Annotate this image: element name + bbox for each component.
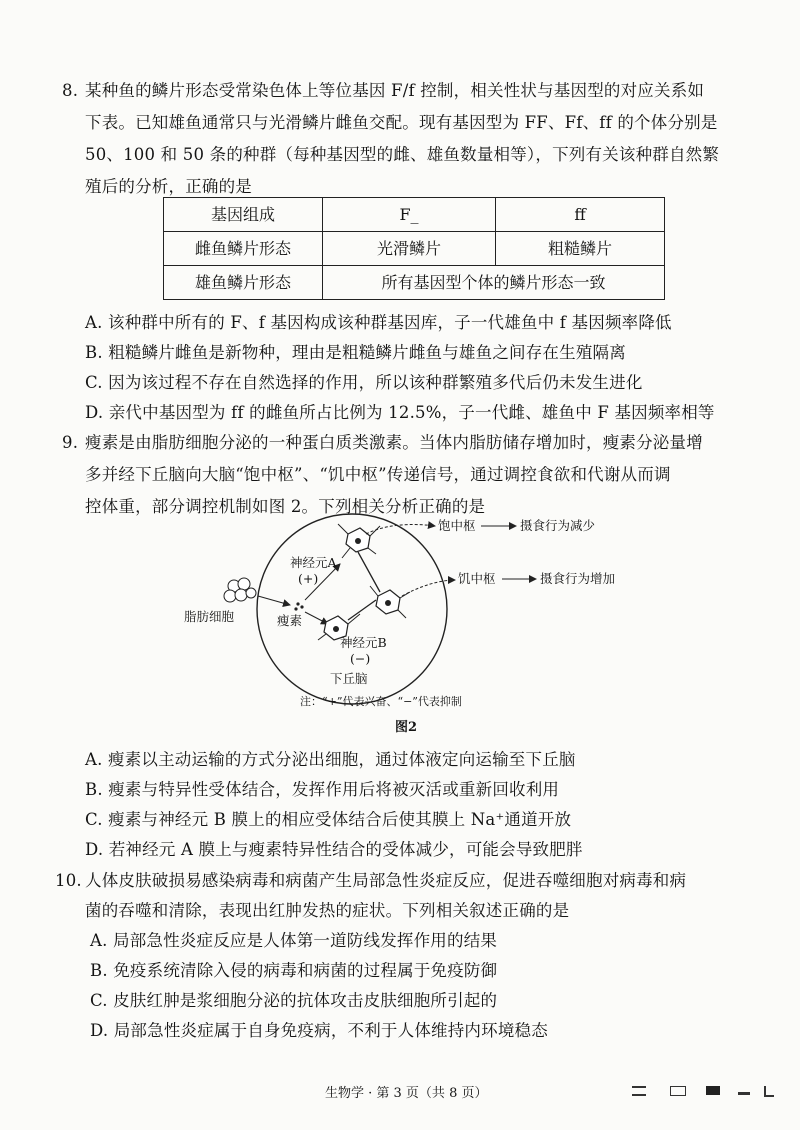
hunger-center-label: 饥中枢	[458, 571, 496, 586]
neuron-c-icon	[370, 586, 410, 618]
q10-number: 10.	[55, 871, 82, 890]
neuron-a-label: 神经元A	[290, 555, 337, 570]
q9-option-b: B. 瘦素与特异性受体结合，发挥作用后将被灭活或重新回收利用	[85, 780, 560, 799]
q9-line-2: 多并经下丘脑向大脑“饱中枢”、“饥中枢”传递信号，通过调控食欲和代谢从而调	[85, 465, 671, 484]
leptin-diagram	[180, 512, 630, 712]
figure-note: 注：“+”代表兴奋、“−”代表抑制	[300, 695, 462, 708]
q8-option-b: B. 粗糙鳞片雌鱼是新物种，理由是粗糙鳞片雌鱼与雄鱼之间存在生殖隔离	[85, 343, 626, 362]
fat-cell-label: 脂肪细胞	[184, 609, 235, 624]
q10-option-b: B. 免疫系统清除入侵的病毒和病菌的过程属于免疫防御	[90, 961, 498, 980]
q9-line-3: 控体重，部分调控机制如图 2。下列相关分析正确的是	[85, 497, 486, 516]
table-cell: 所有基因型个体的鳞片形态一致	[323, 266, 665, 300]
q10-option-d: D. 局部急性炎症属于自身免疫病，不利于人体维持内环境稳态	[90, 1021, 548, 1040]
q8-line-2: 下表。已知雄鱼通常只与光滑鳞片雌鱼交配。现有基因型为 FF、Ff、ff 的个体分别是	[85, 113, 718, 132]
satiety-center-label: 饱中枢	[438, 518, 476, 533]
q10-option-a: A. 局部急性炎症反应是人体第一道防线发挥作用的结果	[90, 931, 498, 950]
q10-line-1: 10. 人体皮肤破损易感染病毒和病菌产生局部急性炎症反应，促进吞噬细胞对病毒和病	[55, 871, 687, 890]
neuron-b-label: 神经元B	[340, 635, 387, 650]
neuron-b-sign: (−)	[350, 651, 371, 666]
hunger-result-label: 摄食行为增加	[540, 571, 616, 586]
q9-number: 9.	[62, 433, 79, 452]
satiety-result-label: 摄食行为减少	[520, 518, 596, 533]
q8-line-1: 8. 某种鱼的鳞片形态受常染色体上等位基因 F/f 控制，相关性状与基因型的对应关系如	[62, 81, 705, 100]
leptin-label: 瘦素	[277, 613, 303, 628]
q8-option-a: A. 该种群中所有的 F、f 基因构成该种群基因库，子一代雄鱼中 f 基因频率降低	[85, 313, 672, 332]
table-cell: 雄鱼鳞片形态	[164, 266, 323, 300]
table-cell: 光滑鳞片	[323, 232, 496, 266]
table-row	[164, 232, 665, 266]
neuron-a-sign: (+)	[298, 571, 319, 586]
table-row	[164, 198, 665, 232]
table-row	[164, 266, 665, 300]
page-footer: 生物学 · 第 3 页（共 8 页）	[325, 1086, 488, 1101]
q8-line-3: 50、100 和 50 条的种群（每种基因型的雌、雄鱼数量相等），下列有关该种群自然繁	[85, 145, 720, 164]
table-cell: 雌鱼鳞片形态	[164, 232, 323, 266]
q8-option-d: D. 亲代中基因型为 ff 的雌鱼所占比例为 12.5%，子一代雌、雄鱼中 F 基因频率相等	[85, 403, 715, 422]
fat-cell-icon	[224, 578, 256, 602]
figure-caption: 图2	[395, 720, 418, 735]
q9-option-a: A. 瘦素以主动运输的方式分泌出细胞，通过体液定向运输至下丘脑	[85, 750, 576, 769]
q8-number: 8.	[62, 81, 79, 100]
table-cell: 粗糙鳞片	[496, 232, 665, 266]
q8-line-4: 殖后的分析，正确的是	[85, 177, 252, 196]
table-cell: 基因组成	[164, 198, 323, 232]
q9-option-d: D. 若神经元 A 膜上与瘦素特异性结合的受体减少，可能会导致肥胖	[85, 840, 583, 859]
q10-line-2: 菌的吞噬和清除，表现出红肿发热的症状。下列相关叙述正确的是	[85, 901, 570, 920]
q10-option-c: C. 皮肤红肿是浆细胞分泌的抗体攻击皮肤细胞所引起的	[90, 991, 498, 1010]
genotype-phenotype-table	[163, 197, 665, 300]
q9-line-1: 9. 瘦素是由脂肪细胞分泌的一种蛋白质类激素。当体内脂肪储存增加时，瘦素分泌量增	[62, 433, 703, 452]
leptin-diagram-drawing	[180, 512, 630, 712]
table-cell: F_	[323, 198, 496, 232]
scan-marks-icon	[630, 1084, 780, 1098]
table-cell: ff	[496, 198, 665, 232]
q9-option-c: C. 瘦素与神经元 B 膜上的相应受体结合后使其膜上 Na⁺通道开放	[85, 810, 572, 829]
hypothalamus-label: 下丘脑	[330, 671, 368, 686]
q8-option-c: C. 因为该过程不存在自然选择的作用，所以该种群繁殖多代后仍未发生进化	[85, 373, 643, 392]
